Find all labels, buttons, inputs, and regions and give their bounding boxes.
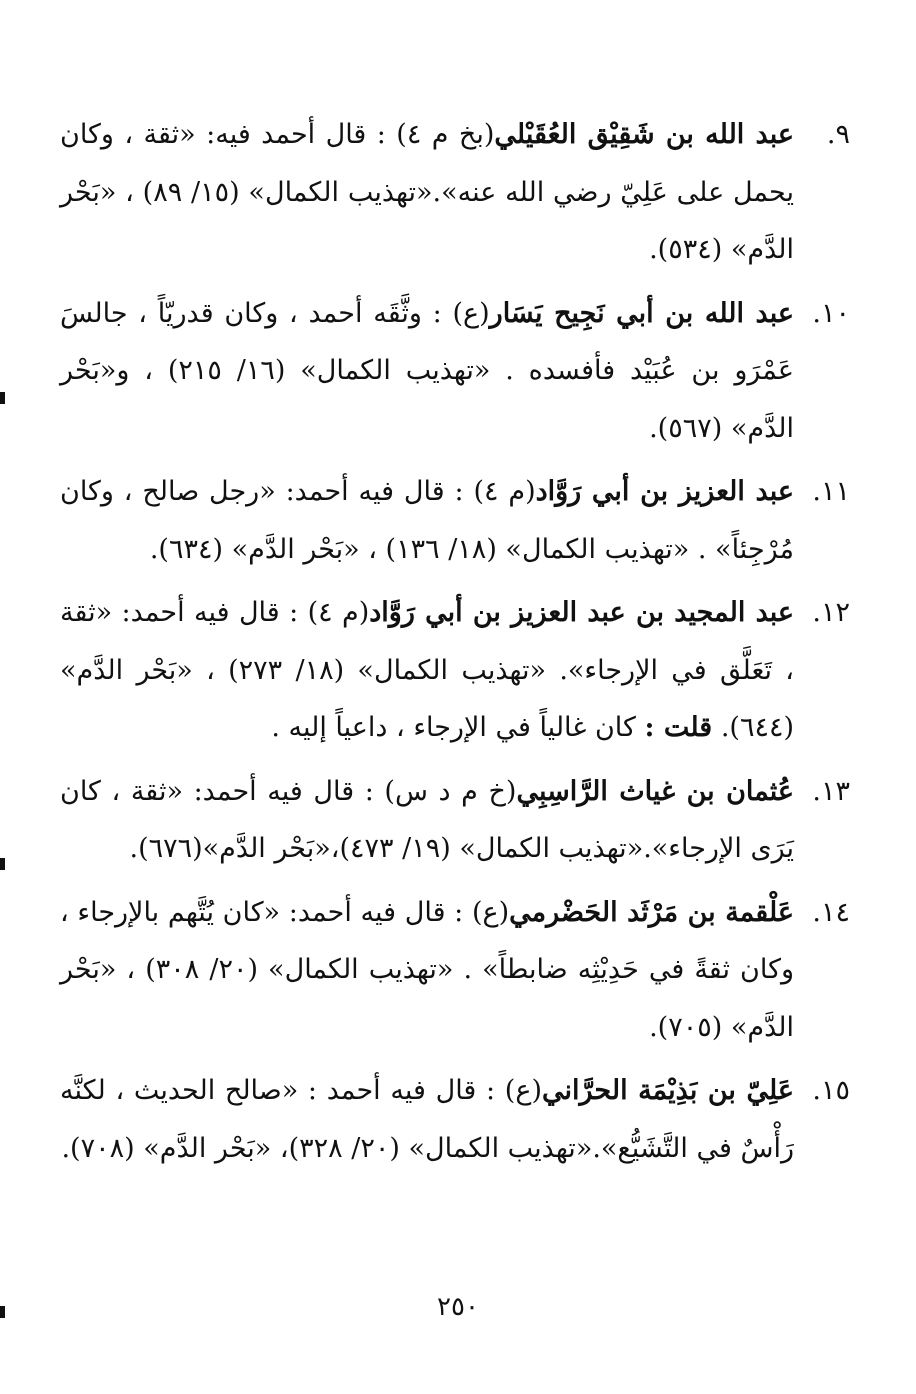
entry-list xyxy=(60,106,850,1183)
narrator-name: عُثمان بن غياث الرَّاسِبِي xyxy=(516,775,794,807)
entry-number: ١٣. xyxy=(812,775,850,807)
narrator-name: عبد الله بن شَقِيْق العُقَيْلي xyxy=(494,119,794,150)
entry-number: ٩. xyxy=(826,119,850,150)
list-item xyxy=(60,285,850,458)
author-comment-label: قلت : xyxy=(644,712,713,743)
entry-text: (م ٤) : قال فيه أحمد: «رجل صالح ، وكان مُرْجِئاً» . «تهذيب الكمال» (١٨/ ١٣٦) ، «بَحْر الدَّم» (٦٣٤). xyxy=(60,476,794,565)
narrator-name: عبد العزيز بن أبي رَوَّاد xyxy=(535,476,794,507)
entry-number: ١٤. xyxy=(812,896,850,928)
list-item xyxy=(60,463,850,578)
entry-text: (ع) : قال فيه أحمد: «كان يُتَّهم بالإرجاء ، وكان ثقةً في حَدِيْثِه ضابطاً» . «تهذيب الكمال» (٢٠/ ٣٠٨) ، «بَحْر الدَّم» (٧٠٥). xyxy=(60,896,794,1043)
entry-text: (ع) : قال فيه أحمد : «صالح الحديث ، لكنَّه رَأْسٌ في التَّشَيُّع».«تهذيب الكمال» (٢٠/ ٣٢٨)، «بَحْر الدَّم» (٧٠٨). xyxy=(60,1075,794,1164)
margin-mark xyxy=(0,392,5,404)
entry-number: ١١. xyxy=(812,476,850,507)
margin-mark xyxy=(0,858,5,870)
list-item xyxy=(60,584,850,757)
list-item xyxy=(60,884,850,1057)
narrator-name: عَلِيّ بن بَذِيْمَة الحرَّاني xyxy=(542,1075,795,1106)
entry-text: (ع) : وثَّقَه أحمد ، وكان قدريّاً ، جالسَ عَمْرَو بن عُبَيْد فأفسده . «تهذيب الكمال» (١٦/ ٢١٥) ، و«بَحْر الدَّم» (٥٦٧). xyxy=(60,297,794,444)
author-comment: كان غالياً في الإرجاء ، داعياً إليه . xyxy=(271,712,636,743)
entry-number: ١٥. xyxy=(812,1075,850,1106)
narrator-name: عبد المجيد بن عبد العزيز بن أبي رَوَّاد xyxy=(369,597,795,628)
entry-number: ١٠. xyxy=(812,297,850,329)
entry-text: (خ م د س) : قال فيه أحمد: «ثقة ، كان يَرَى الإرجاء».«تهذيب الكمال» (١٩/ ٤٧٣)،«بَحْر الدَّم»(٦٧٦). xyxy=(60,775,794,864)
list-item xyxy=(60,763,850,878)
page-number: ٢٥٠ xyxy=(437,1292,479,1322)
list-item xyxy=(60,1062,850,1177)
entry-number: ١٢. xyxy=(812,597,850,628)
entry-text: (م ٤) : قال فيه أحمد: «ثقة ، تَعَلَّق في الإرجاء». «تهذيب الكمال» (١٨/ ٢٧٣) ، «بَحْر الدَّم» (٦٤٤). xyxy=(60,597,794,743)
narrator-name: عبد الله بن أبي نَجِيح يَسَار xyxy=(489,297,794,329)
list-item xyxy=(60,106,850,279)
narrator-name: عَلْقمة بن مَرْثَد الحَضْرمي xyxy=(509,896,794,928)
entry-text: (بخ م ٤) : قال أحمد فيه: «ثقة ، وكان يحمل على عَلِيّ رضي الله عنه».«تهذيب الكمال» (١٥/ ٨٩) ، «بَحْر الدَّم» (٥٣٤). xyxy=(60,119,794,265)
